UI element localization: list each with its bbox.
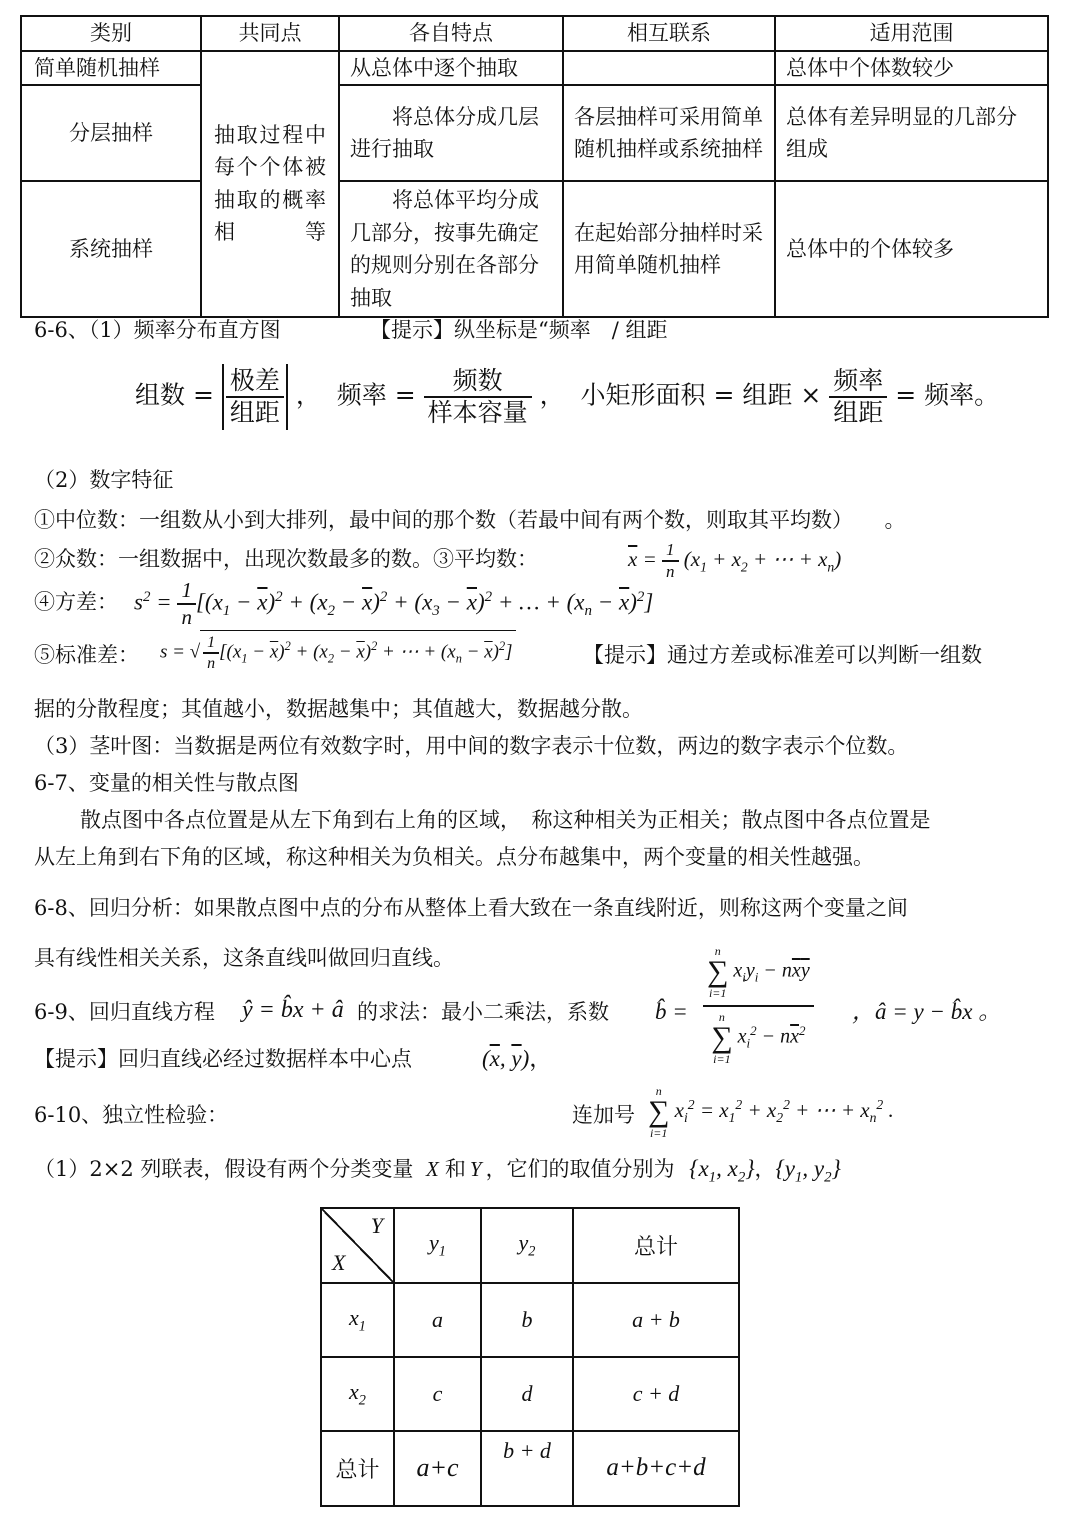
rect-area-label: 小矩形面积 xyxy=(580,380,706,410)
common-point-cell: 抽取过程中每个个体被抽取的概率相等 xyxy=(201,51,339,318)
row-x1-header: $x_1$ xyxy=(321,1283,394,1357)
b-hat-label: b̂ = xyxy=(655,999,688,1024)
table-row xyxy=(21,51,1048,86)
section-6-7-heading: 6-7、变量的相关性与散点图 xyxy=(34,771,299,795)
regression-l1: 6-8、回归分析：如果散点图中点的分布从整体上看大致在一条直线附近，则称这两个变量之间 xyxy=(34,896,908,920)
table-row xyxy=(321,1357,739,1431)
row-x2-header: $x_2$ xyxy=(321,1357,394,1431)
cell-c: c xyxy=(394,1357,481,1431)
cell-a-plus-c: a+c xyxy=(394,1431,481,1506)
corner-y-label: Y xyxy=(370,1213,383,1238)
row-relation: 各层抽样可采用简单随机抽样或系统抽样 xyxy=(563,85,775,181)
stem-leaf-text: （3）茎叶图：当数据是两位有效数字时，用中间的数字表示十位数，两边的数字表示个位数。 xyxy=(34,734,909,758)
center-point: ($\overline{x}$, $\overline{y}$)， xyxy=(482,1046,553,1071)
col-y2-header: $y_2$ xyxy=(481,1208,573,1283)
row-scope: 总体中的个体较多 xyxy=(775,181,1048,317)
sampling-comparison-table xyxy=(20,15,1049,318)
cell-a-plus-b: a + b xyxy=(573,1283,739,1357)
row-relation xyxy=(563,51,775,86)
row-feature: 将总体平均分成几部分，按事先确定的规则分别在各部分抽取 xyxy=(339,181,563,317)
header-relation: 相互联系 xyxy=(563,16,775,51)
regression-l2: 具有线性相关关系，这条直线叫做回归直线。 xyxy=(34,946,454,970)
regression-method: 的求法：最小二乘法，系数 xyxy=(357,1000,609,1024)
freq-result: 频率 xyxy=(924,380,975,410)
table-row xyxy=(321,1208,739,1283)
stddev-formula: s = √ $\frac{1}{n}$ [$(x_1 - \overline{x})^2 + (x_2 - \overline{x})^2$ + ⋯ + $(x_n - \overline{x})^2$] xyxy=(160,630,516,675)
sum-sign-formula: n ∑ i=1 $x_i^2 = x_1^2 + x_2^2$ + ⋯ + $x_n^2$ . xyxy=(648,1084,894,1140)
correlation-p2: 从左上角到右下角的区域，称这种相关为负相关。点分布越集中，两个变量的相关性越强。 xyxy=(34,845,874,869)
variance-formula: $s^2$ = $\frac{1}{n}$ [$(x_1 - \overline{x})^2 + (x_2 - \overline{x})^2 + (x_3 - \overline{x})^2$ + … + $(x_n - \overline{x})^2$] xyxy=(134,578,654,630)
table-row xyxy=(321,1283,739,1357)
table-row xyxy=(321,1431,739,1506)
col-y1-header: $y_1$ xyxy=(394,1208,481,1283)
row-type: 分层抽样 xyxy=(21,85,201,181)
row-scope: 总体有差异明显的几部分组成 xyxy=(775,85,1048,181)
section-6-6-hint: 【提示】纵坐标是“频率 / 组距 xyxy=(370,318,668,342)
cell-c-plus-d: c + d xyxy=(573,1357,739,1431)
mode-text: ②众数：一组数据中，出现次数最多的数。③平均数： xyxy=(34,547,538,571)
count-text: 频数 xyxy=(424,366,532,398)
row-total-header: 总计 xyxy=(321,1431,394,1506)
range-over-width xyxy=(226,366,284,428)
stddev-hint: 【提示】通过方差或标准差可以判断一组数 xyxy=(583,643,982,667)
freq-label: 频率 xyxy=(336,380,387,410)
count-over-sample xyxy=(424,366,532,428)
width2-text: 组距 xyxy=(742,380,793,410)
variance-label: ④方差： xyxy=(34,590,118,614)
col-total-header: 总计 xyxy=(573,1208,739,1283)
stddev-label: ⑤标准差： xyxy=(34,643,139,667)
row-scope: 总体中个体数较少 xyxy=(775,51,1048,86)
row-type: 系统抽样 xyxy=(21,181,201,317)
contingency-intro: （1）2×2 列联表，假设有两个分类变量 X 和 Y ，它们的取值分别为 {$x_1$, $x_2$}，{$y_1$, $y_2$} xyxy=(34,1156,841,1186)
width-text: 组距 xyxy=(229,398,280,427)
header-common: 共同点 xyxy=(201,16,339,51)
groups-label: 组数 xyxy=(135,380,186,410)
header-type: 类别 xyxy=(21,16,201,51)
cell-grand-total: a+b+c+d xyxy=(573,1431,739,1506)
diagonal-corner-cell xyxy=(321,1208,394,1283)
correlation-p1: 散点图中各点位置是从左下角到右上角的区域， 称这种相关为正相关；散点图中各点位置是 xyxy=(80,808,931,832)
width3-text: 组距 xyxy=(833,398,884,427)
row-type: 简单随机抽样 xyxy=(21,51,201,86)
row-feature: 将总体分成几层进行抽取 xyxy=(339,85,563,181)
a-hat-formula: ，â = y − b̂x 。 xyxy=(852,999,1002,1024)
section-6-6-heading: 6-6、（1）频率分布直方图 xyxy=(34,318,281,342)
table-row xyxy=(21,181,1048,317)
section-6-10-heading: 6-10、独立性检验： xyxy=(34,1103,229,1127)
mean-formula: $\overline{x}$ = $\frac{1}{n}$ ($x_1 + x_2$ + ⋯ + $x_n$) xyxy=(628,540,842,582)
contingency-table xyxy=(320,1207,740,1507)
row-feature: 从总体中逐个抽取 xyxy=(339,51,563,86)
median-text: ①中位数：一组数从小到大排列，最中间的那个数（若最中间有两个数，则取其平均数） 。 xyxy=(34,508,906,532)
sample-text: 样本容量 xyxy=(427,398,528,427)
center-point-hint: 【提示】回归直线必经过数据样本中心点 xyxy=(34,1047,412,1071)
freq2-text: 频率 xyxy=(829,366,887,398)
corner-x-label: X xyxy=(332,1250,346,1275)
header-feature: 各自特点 xyxy=(339,16,563,51)
row-relation: 在起始部分抽样时采用简单随机抽样 xyxy=(563,181,775,317)
regression-eq-lead: 6-9、回归直线方程 xyxy=(34,1000,215,1024)
stddev-hint-cont: 据的分散程度；其值越小，数据越集中；其值越大，数据越分散。 xyxy=(34,697,643,721)
b-hat-fraction: n ∑ i=1 $x_iy_i - n\overline{x}\overline{y}$ n ∑ i=1 $x_i^2 - n\overline{x}^2$ xyxy=(703,945,814,1065)
freq-over-width xyxy=(829,366,887,428)
cell-b-plus-d: b + d xyxy=(481,1431,573,1506)
sum-sign-label: 连加号 xyxy=(572,1103,635,1127)
cell-d: d xyxy=(481,1357,573,1431)
regression-equation: ŷ = b̂x + â xyxy=(242,997,344,1023)
ceiling-bracket xyxy=(222,364,288,430)
cell-b: b xyxy=(481,1283,573,1357)
histogram-formula: 组数 = $\frac{\text{极差}}{\text{组距}}$ ， 频率 = $\frac{\text{频数}}{\text{样本容量}}$ ， 小矩形面积 = 组距 × $\frac{\text{频率}}{\text{组距}}$ = 频率。 xyxy=(135,364,999,430)
header-scope: 适用范围 xyxy=(775,16,1048,51)
section-features-heading: （2）数字特征 xyxy=(34,468,174,492)
table-header-row xyxy=(21,16,1048,51)
range-text: 极差 xyxy=(226,366,284,398)
cell-a: a xyxy=(394,1283,481,1357)
table-row xyxy=(21,85,1048,181)
